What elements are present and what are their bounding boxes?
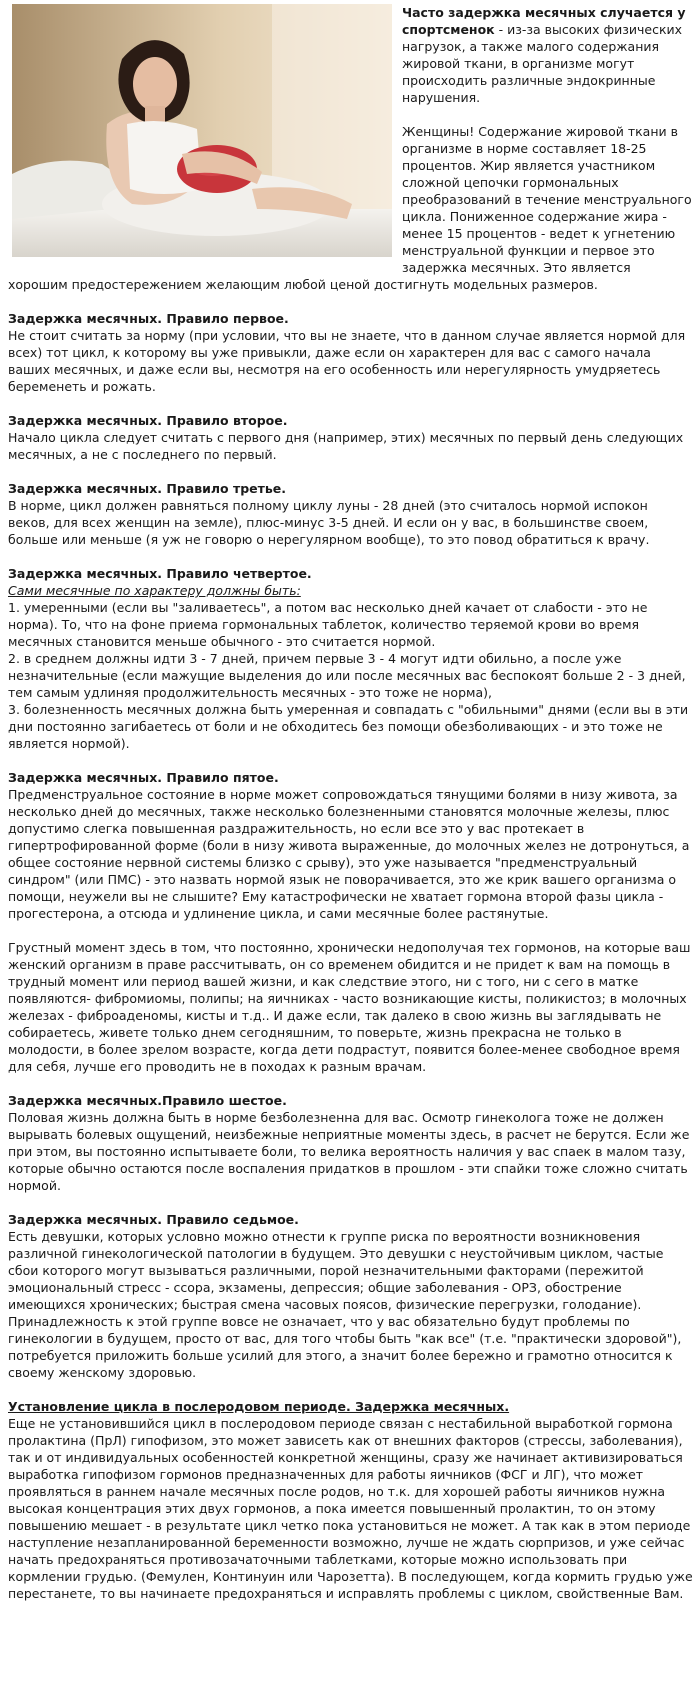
rule7-text: Есть девушки, которых условно можно отнести к группе риска по вероятности возникновения различной гинекологической патологии в будущем. Это девушки с неустойчивым циклом, частые сбои которого могут вызываться различными, порой незначительными факторами (пережитой эмоциональный стресс - ссора, экзамены, депрессия; общие заболевания - ОРЗ, обострение имеющихся хронических; быстрая смена часовых поясов, физические перегрузки, голодание). Принадлежность к этой группе вовсе не означает, что у вас обязательно будут проблемы по гинекологии в будущем, просто от вас, для того чтобы быть "как все" (т.е. "практически здоровой"), потребуется приложить больше усилий для этого, а значит более бережно и грамотно относится к своему женскому здоровью.	[8, 1229, 682, 1380]
postpartum-text: Еще не установившийся цикл в послеродовом периоде связан с нестабильной выработкой гормона пролактина (ПрЛ) гипофизом, это может зависеть как от внешних факторов (стрессы, заболевания), так и от индивидуальных особенностей конкретной женщины, сразу же начинает активизироваться выработка гипофизом гормонов предназначенных для работы яичников (ФСГ и ЛГ), что может проявляться в раннем начале месячных после родов, но т.к. для хорошей работы яичников нужна высокая концентрация этих двух гормонов, а пока имеется повышенный пролактин, то он этому повышению мешает - в результате цикл четко пока установиться не может. А так как в этом периоде наступление незапланированной беременности возможно, лучше не ждать сюрпризов, и уже сейчас начать предохраняться противозачаточными таблетками, которые можно использовать при кормлении грудью. (Фемулен, Континуин или Чарозетта). В последующем, когда кормить грудью уже перестанете, то вы начинаете предохраняться и исправлять проблемы с циклом, свойственные Вам.	[8, 1416, 693, 1601]
rule2-text: Начало цикла следует считать с первого дня (например, этих) месячных по первый день следующих месячных, а не с последнего по первый.	[8, 430, 684, 462]
intro-lead-text: - из-за высоких физических нагрузок, а также малого содержания жировой ткани, в организме могут происходить различные эндокринные нарушения.	[402, 22, 683, 105]
rule6-block	[8, 1092, 693, 1194]
rule4-item-3: 3. болезненность месячных должна быть умеренная и совпадать с "обильными" днями (если вы в эти дни постоянно загибаетесь от боли и не обходитесь без помощи обезболивающих - и это тоже не является нормой).	[8, 702, 689, 751]
rule4-item-2: 2. в среднем должны идти 3 - 7 дней, причем первые 3 - 4 могут идти обильно, а после уже незначительные (если мажущие выделения до или после месячных вас беспокоят больше 2 - 3 дней, тем самым удлиняя продолжительность месячных - это тоже не норма),	[8, 651, 686, 700]
rule1-text: Не стоит считать за норму (при условии, что вы не знаете, что в данном случае является нормой для всех) тот цикл, к которому вы уже привыкли, даже если он характерен для вас с самого начала ваших месячных, и даже если вы, несмотря на его особенность или нерегулярность умудряетесь беременеть и рожать.	[8, 328, 686, 394]
rule4-title: Задержка месячных. Правило четвертое.	[8, 566, 312, 581]
rule1-title: Задержка месячных. Правило первое.	[8, 311, 289, 326]
rule1-block	[8, 310, 693, 395]
woman-on-bed-photo	[12, 4, 392, 257]
intro-lead: Часто задержка месячных случается у спортсменок	[402, 5, 686, 37]
postpartum-block	[8, 1398, 693, 1602]
postpartum-title[interactable]: Установление цикла в послеродовом периоде. Задержка месячных.	[8, 1399, 510, 1414]
rule2-title: Задержка месячных. Правило второе.	[8, 413, 288, 428]
rule4-item-1: 1. умеренными (если вы "заливаетесь", а потом вас несколько дней качает от слабости - это не норма). То, что на фоне приема гормональных таблеток, количество теряемой крови во время месячных становится меньше обычного - это считается нормой.	[8, 600, 648, 649]
rule6-text: Половая жизнь должна быть в норме безболезненна для вас. Осмотр гинеколога тоже не должен вырывать болевых ощущений, неизбежные неприятные моменты здесь, в расчет не берутся. Если же при этом, вы постоянно испытываете боли, то велика вероятность наличия у вас спаек в малом тазу, которые обычно остаются после воспаления придатков в прошлом - эти спайки тоже сложно считать нормой.	[8, 1110, 690, 1193]
article	[8, 4, 693, 1619]
rule5-title: Задержка месячных. Правило пятое.	[8, 770, 279, 785]
rule5-text-1: Предменструальное состояние в норме может сопровождаться тянущими болями в низу живота, за несколько дней до месячных, также несколько болезненными становятся молочные железы, плюс допустимо слегка повышенная раздражительность, но если все это у вас протекает в гипертрофированной форме (боли в низу живота выраженные, до молочных желез не дотронуться, а общее состояние нервной системы близко с срыву), это уже называется "предменструальный синдром" (или ПМС) - это назвать нормой язык не поворачивается, это же крик вашего организма о помощи, неужели вы не слышите? Ему катастрофически не хватает гормона второй фазы цикла - прогестерона, а отсюда и удлинение цикла, и сами месячные более растянутые.	[8, 787, 690, 921]
rule6-title: Задержка месячных.Правило шестое.	[8, 1093, 287, 1108]
rule3-text: В норме, цикл должен равняться полному циклу луны - 28 дней (это считалось нормой испокон веков, для всех женщин на земле), плюс-минус 3-5 дней. И если он у вас, в большинстве своем, больше или меньше (я уж не говорю о нерегулярном вообще), то это повод обратиться к врачу.	[8, 498, 650, 547]
rule7-title: Задержка месячных. Правило седьмое.	[8, 1212, 299, 1227]
rule3-title: Задержка месячных. Правило третье.	[8, 481, 287, 496]
article-photo	[12, 4, 392, 257]
rule5-text-2: Грустный момент здесь в том, что постоянно, хронически недополучая тех гормонов, на которые ваш женский организм в праве рассчитывать, он со временем обидится и не придет к вам на помощь в трудный момент или период вашей жизни, и как следствие этого, ни с того, ни с сего в матке появляются- фибромиомы, полипы; на яичниках - часто возникающие кисты, поликистоз; в молочных железах - фиброаденомы, кисты и т.д.. И даже если, так далеко в свою жизнь вы заглядывать не собираетесь, живете только днем сегодняшним, то поверьте, жизнь прекрасна не только в молодости, в более зрелом возрасте, когда дети подрастут, появится более-менее свободное время для себя, лучше его проводить не в походах к разным врачам.	[8, 940, 691, 1074]
rule5-block	[8, 769, 693, 922]
rule2-block	[8, 412, 693, 463]
rule4-subtitle: Сами месячные по характеру должны быть:	[8, 583, 301, 598]
intro-paragraph-2: Женщины! Содержание жировой ткани в организме в норме составляет 18-25 процентов. Жир является участником сложной цепочки гормональных преобразований в течение менструального цикла. Пониженное содержание жира - менее 15 процентов - ведет к угнетению менструальной функции и первое это задержка месячных. Это является хорошим предостережением желающим любой ценой достигнуть модельных размеров.	[8, 124, 692, 292]
rule7-block	[8, 1211, 693, 1381]
rule4-block	[8, 565, 693, 752]
rule3-block	[8, 480, 693, 548]
